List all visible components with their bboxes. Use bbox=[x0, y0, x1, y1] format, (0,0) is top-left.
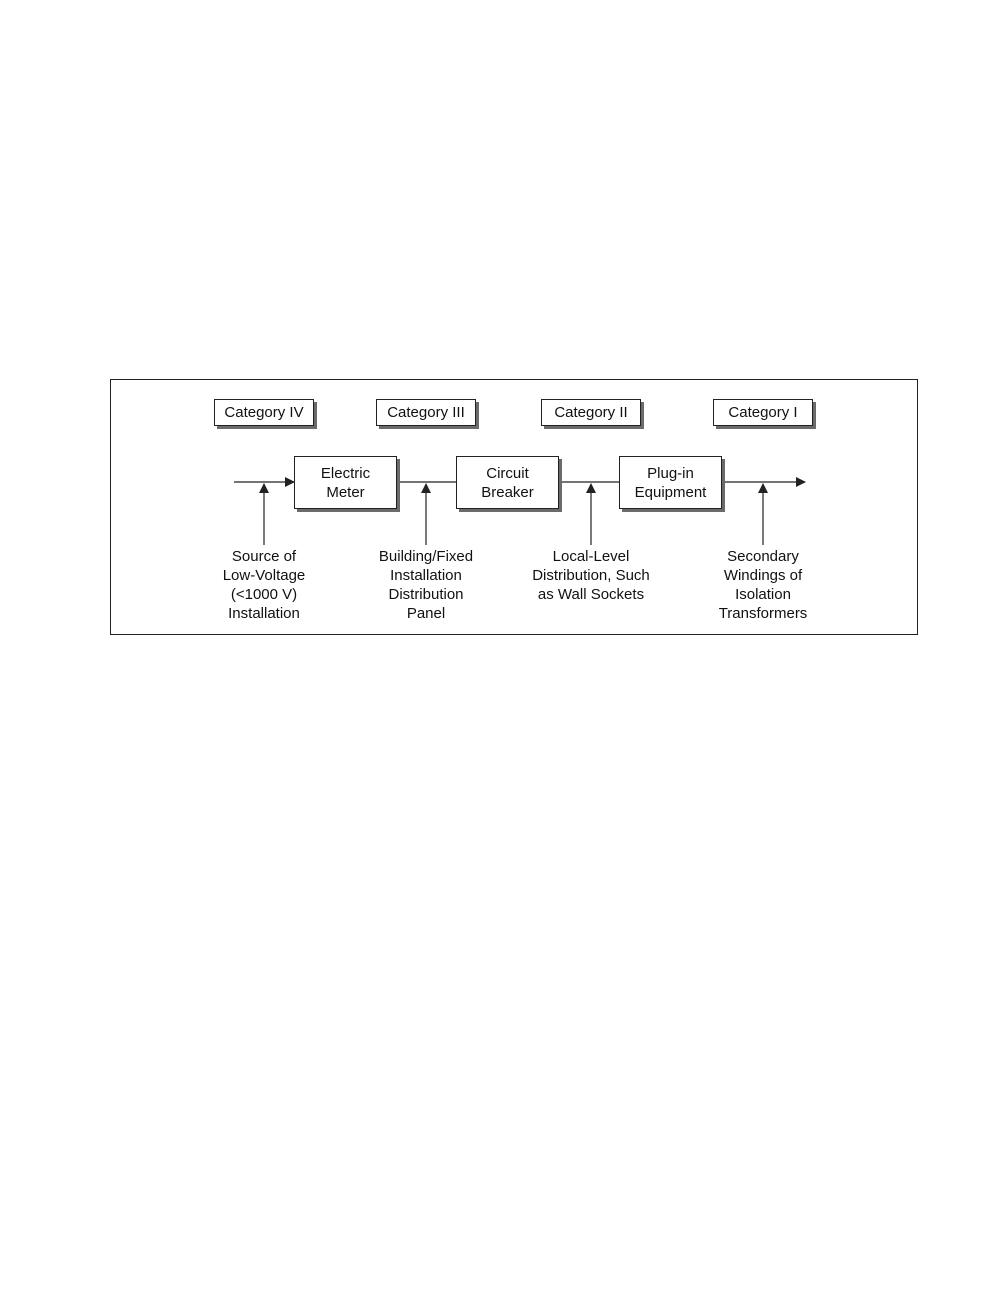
category-box-iv bbox=[214, 399, 314, 426]
point-label-local bbox=[511, 547, 671, 604]
category-box-ii bbox=[541, 399, 641, 426]
plug-in-equipment-box bbox=[619, 456, 722, 509]
point-label-line: Local-Level bbox=[552, 548, 630, 565]
component-label-line: Meter bbox=[326, 483, 365, 501]
point-label-line: as Wall Sockets bbox=[537, 586, 645, 603]
category-box-iii bbox=[376, 399, 476, 426]
point-label-line: (<1000 V) bbox=[230, 586, 298, 603]
point-label-line: Distribution, Such bbox=[532, 567, 650, 584]
component-label-line: Plug-in bbox=[647, 464, 694, 482]
point-label-line: Installation bbox=[228, 605, 300, 622]
point-label-line: Source of bbox=[231, 548, 297, 565]
point-label-line: Windings of bbox=[723, 567, 803, 584]
point-label-line: Low-Voltage bbox=[222, 567, 306, 584]
component-label-line: Electric bbox=[320, 464, 371, 482]
point-label-line: Transformers bbox=[718, 605, 808, 622]
point-label-line: Installation bbox=[390, 567, 462, 584]
category-label: Category II bbox=[554, 404, 628, 421]
component-label-line: Equipment bbox=[634, 483, 707, 501]
point-label-line: Building/Fixed bbox=[378, 548, 474, 565]
point-label-line: Distribution bbox=[388, 586, 464, 603]
point-label-source bbox=[184, 547, 344, 623]
category-box-i bbox=[713, 399, 813, 426]
point-label-line: Secondary bbox=[727, 548, 799, 565]
category-label: Category III bbox=[387, 404, 465, 421]
component-label-line: Breaker bbox=[481, 483, 534, 501]
point-label-line: Isolation bbox=[735, 586, 791, 603]
circuit-breaker-box bbox=[456, 456, 559, 509]
point-label-secondary bbox=[683, 547, 843, 623]
category-label: Category I bbox=[728, 404, 798, 421]
category-label: Category IV bbox=[224, 404, 304, 421]
component-label-line: Circuit bbox=[486, 464, 529, 482]
electric-meter-box bbox=[294, 456, 397, 509]
point-label-building bbox=[346, 547, 506, 623]
point-label-line: Panel bbox=[406, 605, 446, 622]
